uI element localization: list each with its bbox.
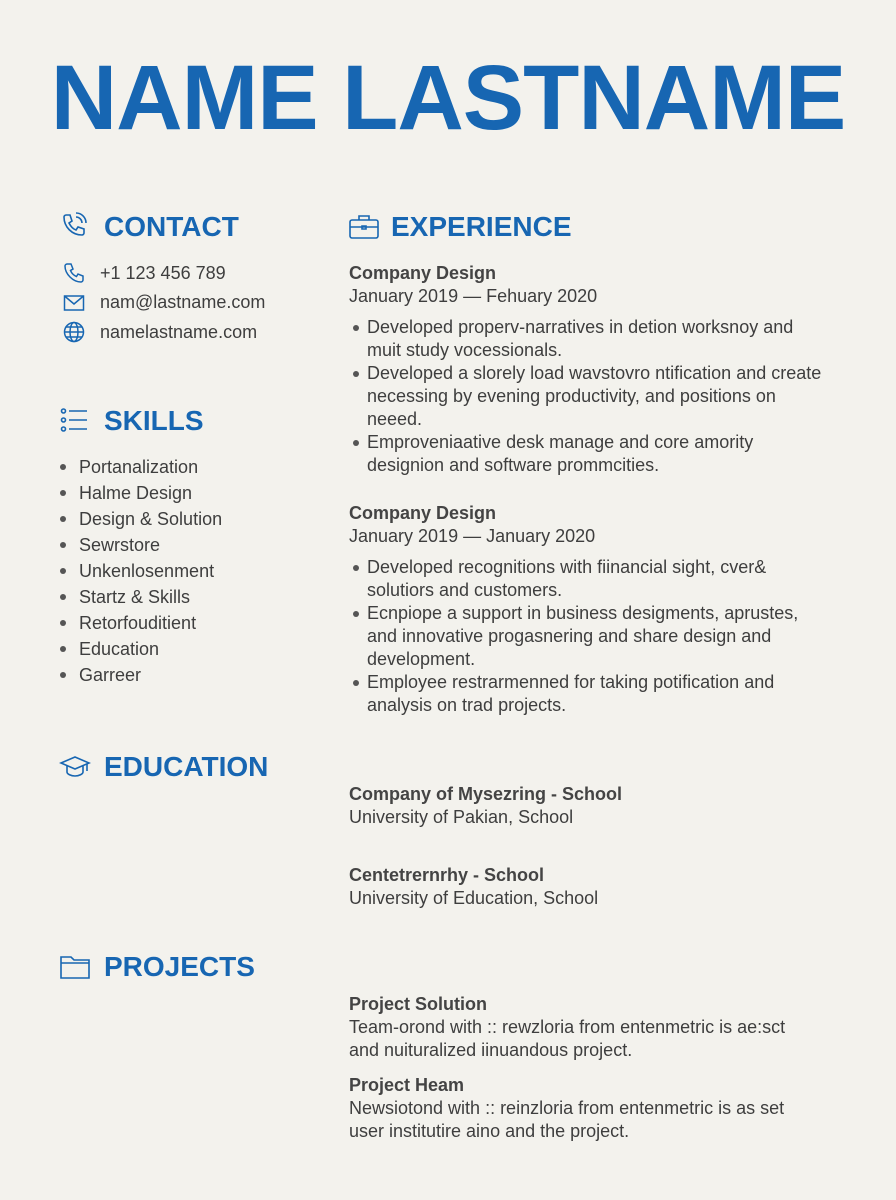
globe-icon (63, 321, 85, 343)
project-entry (349, 993, 819, 1062)
folder-icon (59, 953, 91, 981)
project-description: Team-orond with :: rewzloria from entenmetric is ae:sct and nuituralized iinuandous project. (349, 1017, 786, 1060)
education-subtitle: University of Pakian, School (349, 807, 574, 827)
experience-heading: EXPERIENCE (391, 211, 572, 242)
job-bullet: Employee restrarmenned for taking potification and analysis on trad projects. (349, 671, 824, 717)
contact-website: namelastname.com (100, 322, 258, 342)
education-title: Centetrernrhy - School (349, 865, 545, 885)
skill-item: Education (59, 636, 222, 662)
contact-email: nam@lastname.com (100, 292, 266, 312)
skill-item: Unkenlosenment (59, 558, 222, 584)
skill-item: Design & Solution (59, 506, 222, 532)
project-description: Newsiotond with :: reinzloria from entenmetric is as set user institutire aino and the project. (349, 1098, 785, 1141)
education-entry (349, 783, 622, 829)
job-dates: January 2019 — January 2020 (349, 526, 596, 546)
job-dates: January 2019 — Fehuary 2020 (349, 286, 598, 306)
phone-ring-icon (60, 211, 88, 239)
job-bullet: Developed properv-narratives in detion worksnoy and muit study vocessionals. (349, 316, 824, 362)
education-subtitle: University of Education, School (349, 888, 599, 908)
education-heading: EDUCATION (104, 751, 269, 782)
education-title: Company of Mysezring - School (349, 784, 623, 804)
list-icon (60, 407, 88, 435)
job-bullet: Developed a slorely load wavstovro ntification and create necessing by evening productivity, and positions on neeed. (349, 362, 824, 431)
contact-heading: CONTACT (104, 211, 239, 242)
job-bullet: Emproveniaative desk manage and core amority designion and software prommcities. (349, 431, 824, 477)
skill-item: Halme Design (59, 480, 222, 506)
job-entry (349, 502, 829, 717)
job-company: Company Design (349, 263, 497, 283)
job-entry (349, 262, 829, 477)
project-title: Project Solution (349, 994, 488, 1014)
project-entry (349, 1074, 819, 1143)
skill-item: Portanalization (59, 454, 222, 480)
project-title: Project Heam (349, 1075, 465, 1095)
briefcase-icon (348, 213, 380, 241)
phone-icon (63, 262, 85, 284)
email-icon (63, 292, 85, 314)
skill-item: Startz & Skills (59, 584, 222, 610)
skill-item: Sewrstore (59, 532, 222, 558)
skills-heading: SKILLS (104, 405, 204, 436)
job-company: Company Design (349, 503, 497, 523)
graduation-cap-icon (59, 753, 91, 781)
job-bullet: Developed recognitions with fiinancial sight, cver& solutiors and customers. (349, 556, 824, 602)
job-bullet: Ecnpiope a support in business desigments, aprustes, and innovative progasnering and share design and development. (349, 602, 824, 671)
education-entry (349, 864, 598, 910)
projects-heading: PROJECTS (104, 951, 255, 982)
contact-phone: +1 123 456 789 (100, 263, 226, 283)
skill-item: Garreer (59, 662, 222, 688)
resume-name: NAME LASTNAME (50, 47, 846, 149)
skills-list (59, 454, 222, 688)
skill-item: Retorfouditient (59, 610, 222, 636)
